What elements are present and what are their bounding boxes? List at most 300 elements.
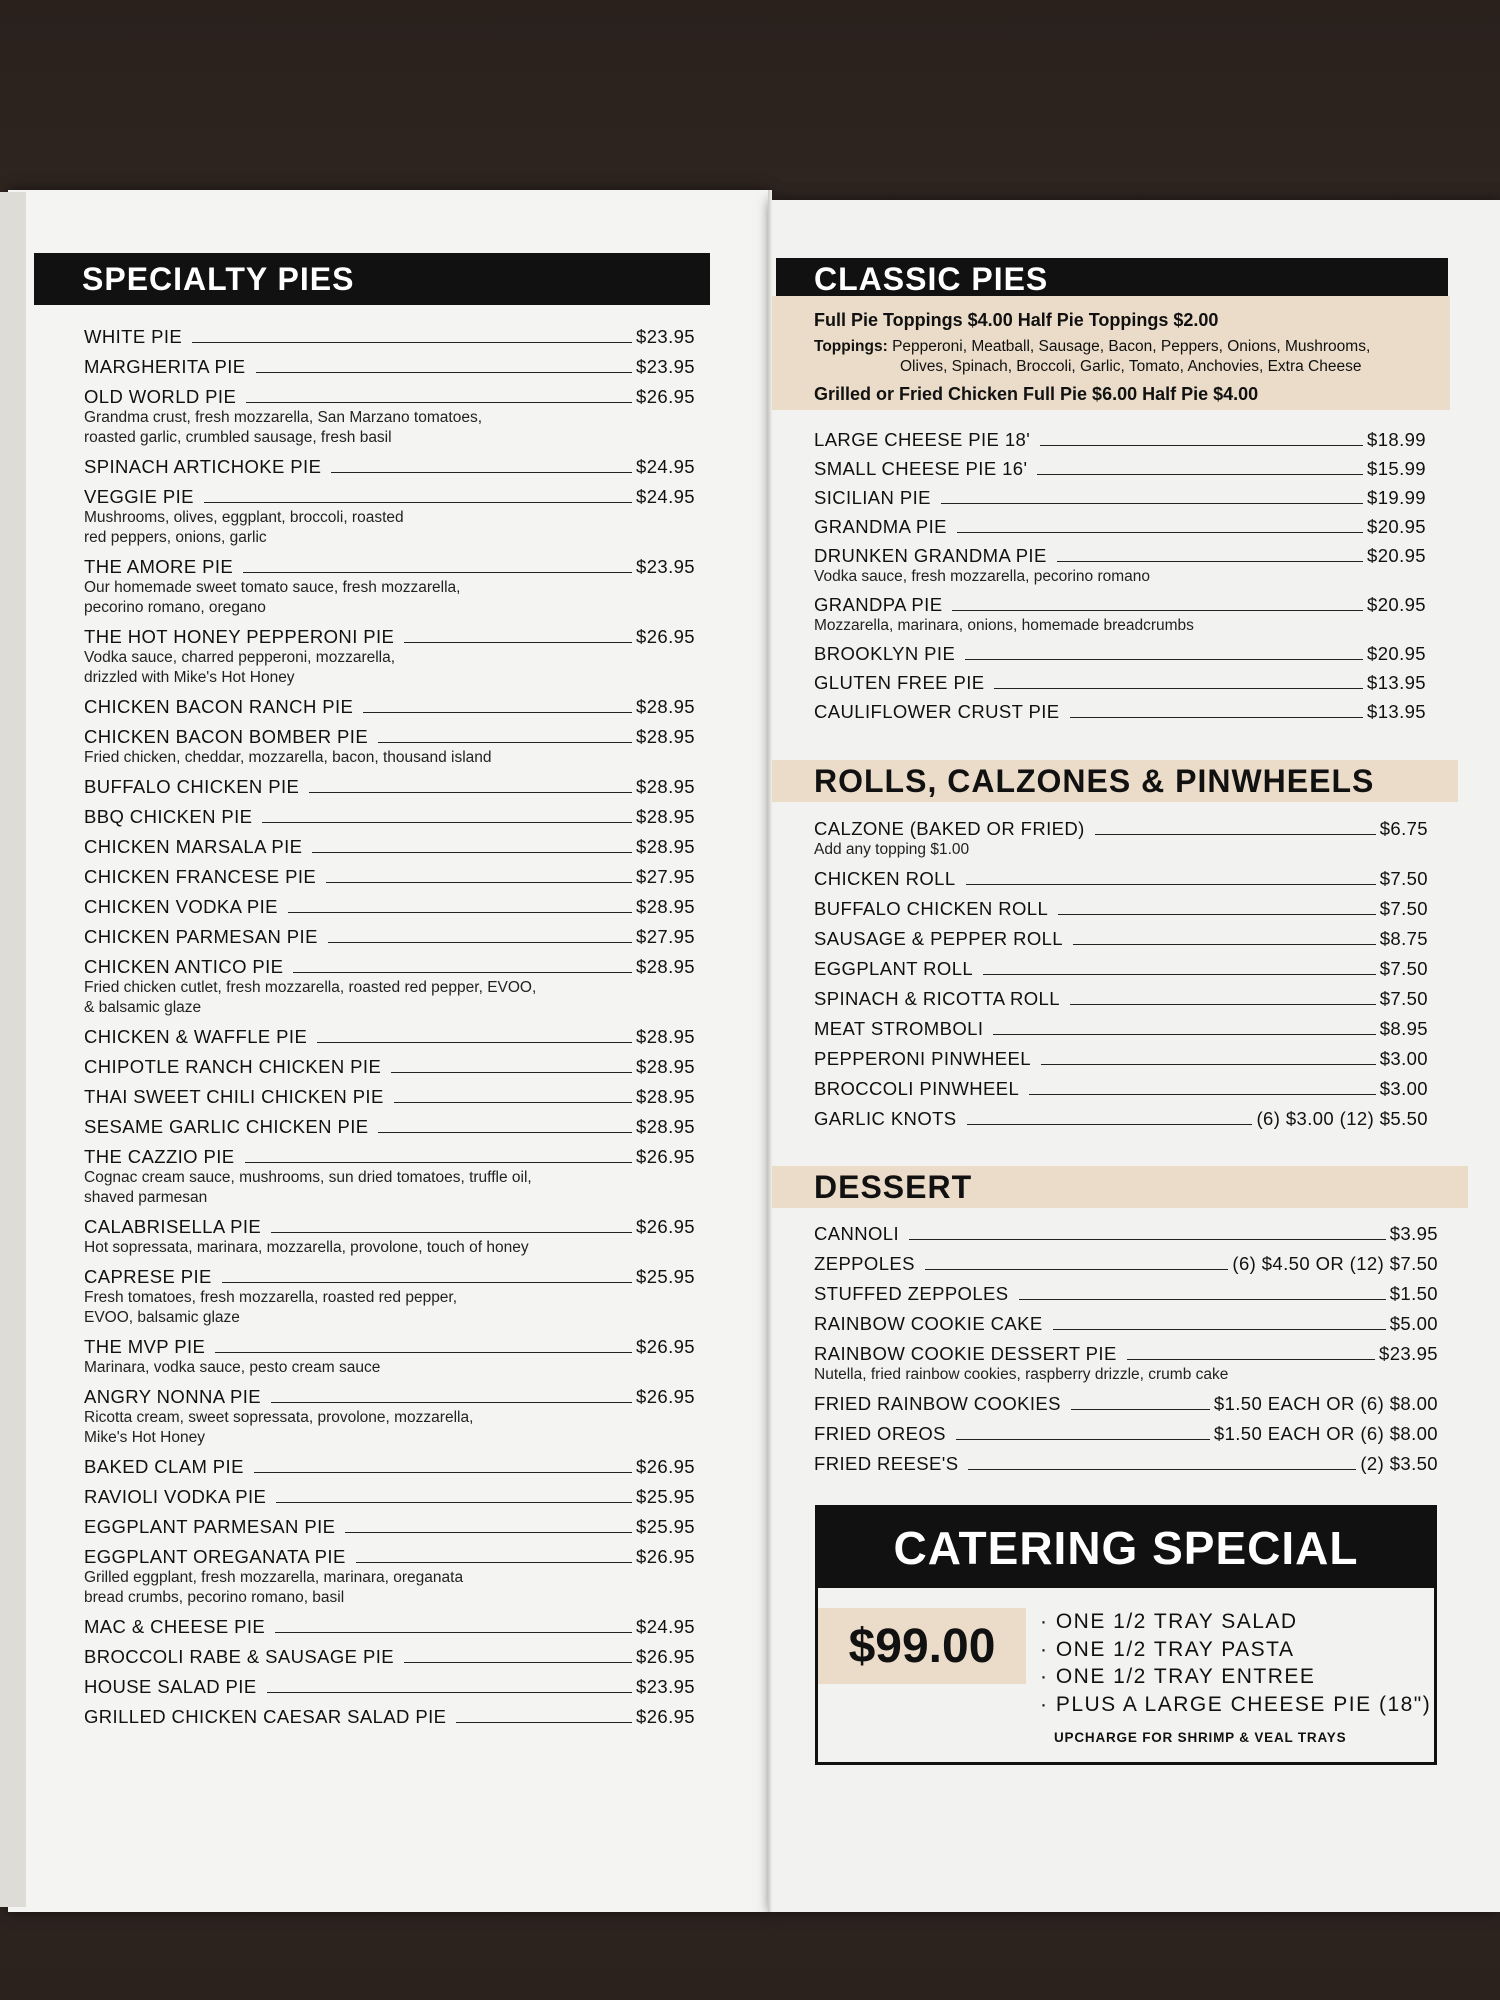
menu-fold	[768, 190, 772, 1912]
dotted-leader	[965, 659, 1363, 660]
menu-item-row	[84, 326, 695, 348]
menu-item	[814, 898, 1428, 920]
menu-item-row	[84, 1216, 695, 1238]
menu-item-price: $20.95	[1367, 594, 1426, 615]
menu-item	[84, 1676, 695, 1698]
dotted-leader	[246, 402, 632, 403]
dotted-leader	[345, 1532, 632, 1533]
menu-item-row	[84, 1336, 695, 1358]
menu-item-description: Vodka sauce, charred pepperoni, mozzarella, drizzled with Mike's Hot Honey	[84, 649, 396, 686]
menu-item	[814, 1108, 1428, 1130]
menu-item-row	[84, 1116, 695, 1138]
menu-item-row	[814, 928, 1428, 950]
menu-item-name: BBQ CHICKEN PIE	[84, 806, 253, 827]
catering-note: UPCHARGE FOR SHRIMP & VEAL TRAYS	[1054, 1730, 1347, 1745]
catering-title: CATERING SPECIAL	[818, 1508, 1434, 1588]
menu-item-row	[84, 1646, 695, 1668]
menu-item	[814, 1423, 1438, 1445]
menu-item	[84, 956, 695, 1018]
menu-item-row	[84, 456, 695, 478]
classic-pies-header	[776, 258, 1448, 300]
menu-item	[84, 1216, 695, 1258]
menu-item	[84, 386, 695, 448]
menu-item-description: Grilled eggplant, fresh mozzarella, marinara, oreganata bread crumbs, pecorino romano, basil	[84, 1569, 464, 1606]
menu-item-name: CALABRISELLA PIE	[84, 1216, 262, 1237]
dotted-leader	[256, 372, 633, 373]
menu-item-row	[84, 1486, 695, 1508]
menu-item-name: MARGHERITA PIE	[84, 356, 246, 377]
menu-item-name: CAULIFLOWER CRUST PIE	[814, 701, 1060, 722]
menu-item-price: $1.50	[1389, 1283, 1438, 1304]
menu-item-name: STUFFED ZEPPOLES	[814, 1283, 1009, 1304]
menu-item-price: $26.95	[636, 1336, 695, 1357]
catering-item: · ONE 1/2 TRAY PASTA	[1040, 1637, 1295, 1661]
menu-item-row	[84, 1616, 695, 1638]
menu-item	[84, 1516, 695, 1538]
dotted-leader	[1053, 1329, 1386, 1330]
menu-item-name: SICILIAN PIE	[814, 487, 931, 508]
menu-item-price: $20.95	[1367, 545, 1426, 566]
menu-item-name: CHICKEN BACON BOMBER PIE	[84, 726, 369, 747]
dotted-leader	[222, 1282, 632, 1283]
menu-item	[84, 356, 695, 378]
menu-item-description: Mozzarella, marinara, onions, homemade breadcrumbs	[814, 617, 1194, 634]
menu-item	[814, 1283, 1438, 1305]
menu-item	[814, 1453, 1438, 1475]
menu-item-price: $28.95	[636, 726, 695, 747]
menu-item-row	[84, 626, 695, 648]
menu-item-name: THAI SWEET CHILI CHICKEN PIE	[84, 1086, 384, 1107]
dessert-list	[814, 1223, 1438, 1483]
dotted-leader	[293, 972, 632, 973]
dotted-leader	[1058, 914, 1376, 915]
dotted-leader	[1040, 445, 1363, 446]
dessert-title: DESSERT	[814, 1168, 973, 1205]
menu-item-price: $7.50	[1379, 988, 1428, 1009]
menu-item-row	[84, 776, 695, 798]
menu-item-name: CHICKEN MARSALA PIE	[84, 836, 303, 857]
menu-item-name: CHICKEN & WAFFLE PIE	[84, 1026, 308, 1047]
menu-item-row	[84, 1026, 695, 1048]
menu-item	[84, 1706, 695, 1728]
menu-item-row	[84, 486, 695, 508]
dotted-leader	[378, 742, 632, 743]
menu-item-row	[814, 429, 1426, 451]
menu-item-price: $26.95	[636, 626, 695, 647]
menu-item-row	[814, 868, 1428, 890]
menu-item-name: THE AMORE PIE	[84, 556, 234, 577]
dotted-leader	[941, 503, 1363, 504]
dotted-leader	[404, 642, 632, 643]
dotted-leader	[328, 942, 632, 943]
menu-item-name: THE CAZZIO PIE	[84, 1146, 235, 1167]
menu-item	[84, 926, 695, 948]
menu-item	[84, 1646, 695, 1668]
menu-item	[814, 1018, 1428, 1040]
catering-item: · PLUS A LARGE CHEESE PIE (18")	[1040, 1692, 1432, 1716]
dotted-leader	[925, 1269, 1229, 1270]
menu-item-name: FRIED OREOS	[814, 1423, 946, 1444]
menu-item-price: $18.99	[1367, 429, 1426, 450]
menu-item	[84, 1616, 695, 1638]
menu-item	[814, 868, 1428, 890]
menu-item	[814, 1078, 1428, 1100]
menu-item-row	[84, 726, 695, 748]
menu-item	[814, 429, 1426, 451]
menu-item-name: CHICKEN PARMESAN PIE	[84, 926, 318, 947]
menu-item-row	[814, 1078, 1428, 1100]
menu-item-name: SAUSAGE & PEPPER ROLL	[814, 928, 1063, 949]
menu-item-price: $25.95	[636, 1516, 695, 1537]
menu-item-description: Fried chicken cutlet, fresh mozzarella, roasted red pepper, EVOO, & balsamic glaze	[84, 979, 537, 1016]
menu-item-description: Nutella, fried rainbow cookies, raspberry drizzle, crumb cake	[814, 1366, 1229, 1383]
menu-item-description: Fresh tomatoes, fresh mozzarella, roasted red pepper, EVOO, balsamic glaze	[84, 1289, 458, 1326]
dotted-leader	[456, 1722, 632, 1723]
dotted-leader	[909, 1239, 1386, 1240]
dotted-leader	[1127, 1359, 1375, 1360]
specialty-pies-title: SPECIALTY PIES	[82, 260, 355, 297]
menu-item-price: $26.95	[636, 1456, 695, 1477]
menu-item-price: $13.95	[1367, 672, 1426, 693]
menu-item	[814, 1393, 1438, 1415]
menu-item	[84, 1336, 695, 1378]
menu-item-price: $25.95	[636, 1266, 695, 1287]
menu-item-row	[814, 1453, 1438, 1475]
dotted-leader	[967, 1124, 1253, 1125]
menu-item-name: THE MVP PIE	[84, 1336, 206, 1357]
menu-item-name: GRILLED CHICKEN CAESAR SALAD PIE	[84, 1706, 447, 1727]
menu-item-name: BROCCOLI PINWHEEL	[814, 1078, 1020, 1099]
menu-item-name: EGGPLANT OREGANATA PIE	[84, 1546, 346, 1567]
menu-item-price: (6) $3.00 (12) $5.50	[1256, 1108, 1428, 1129]
menu-item-name: BAKED CLAM PIE	[84, 1456, 244, 1477]
menu-item-row	[814, 516, 1426, 538]
dotted-leader	[192, 342, 632, 343]
dotted-leader	[968, 1469, 1356, 1470]
menu-item-row	[84, 386, 695, 408]
menu-item-description: Cognac cream sauce, mushrooms, sun dried tomatoes, truffle oil, shaved parmesan	[84, 1169, 532, 1206]
specialty-pies-list	[84, 326, 695, 1736]
menu-item-price: $1.50 EACH OR (6) $8.00	[1213, 1423, 1438, 1444]
menu-item-name: ZEPPOLES	[814, 1253, 915, 1274]
menu-item-description: Vodka sauce, fresh mozzarella, pecorino romano	[814, 568, 1151, 585]
menu-item-row	[814, 818, 1428, 840]
menu-item-price: $27.95	[636, 926, 695, 947]
menu-item-name: RAINBOW COOKIE DESSERT PIE	[814, 1343, 1117, 1364]
menu-item	[84, 1546, 695, 1608]
dotted-leader	[317, 1042, 632, 1043]
rolls-header	[772, 760, 1458, 802]
toppings-info-box	[772, 296, 1450, 410]
menu-item	[814, 818, 1428, 860]
dotted-leader	[1057, 561, 1363, 562]
menu-item	[84, 626, 695, 688]
menu-item-price: $27.95	[636, 866, 695, 887]
menu-item-name: EGGPLANT ROLL	[814, 958, 974, 979]
menu-item	[814, 643, 1426, 665]
menu-item-row	[84, 1456, 695, 1478]
menu-item-row	[814, 1223, 1438, 1245]
menu-item-description: Hot sopressata, marinara, mozzarella, provolone, touch of honey	[84, 1239, 529, 1256]
dotted-leader	[245, 1162, 632, 1163]
dotted-leader	[271, 1232, 632, 1233]
menu-item-name: RAVIOLI VODKA PIE	[84, 1486, 267, 1507]
menu-item-description: Ricotta cream, sweet sopressata, provolone, mozzarella, Mike's Hot Honey	[84, 1409, 474, 1446]
menu-item-row	[814, 1108, 1428, 1130]
menu-item-name: CHICKEN BACON RANCH PIE	[84, 696, 354, 717]
menu-item-price: $26.95	[636, 386, 695, 407]
menu-item-price: $25.95	[636, 1486, 695, 1507]
dotted-leader	[312, 852, 632, 853]
menu-item	[814, 672, 1426, 694]
menu-item	[84, 1086, 695, 1108]
dessert-header	[772, 1166, 1468, 1208]
menu-item-row	[84, 806, 695, 828]
menu-item-name: CANNOLI	[814, 1223, 900, 1244]
menu-item	[814, 928, 1428, 950]
menu-item-name: LARGE CHEESE PIE 18'	[814, 429, 1031, 450]
toppings-label: Toppings:	[814, 338, 888, 355]
dotted-leader	[215, 1352, 632, 1353]
menu-item-row	[84, 696, 695, 718]
menu-item-row	[84, 356, 695, 378]
catering-price: $99.00	[818, 1608, 1026, 1684]
dotted-leader	[356, 1562, 632, 1563]
chicken-topping-line: Grilled or Fried Chicken Full Pie $6.00 Half Pie $4.00	[814, 384, 1259, 404]
menu-item-row	[814, 487, 1426, 509]
dotted-leader	[1071, 1409, 1210, 1410]
dotted-leader	[993, 1034, 1375, 1035]
toppings-list-2: Olives, Spinach, Broccoli, Garlic, Tomato, Anchovies, Extra Cheese	[900, 358, 1362, 375]
menu-item	[84, 1026, 695, 1048]
menu-item-name: CHICKEN FRANCESE PIE	[84, 866, 317, 887]
menu-item	[84, 836, 695, 858]
menu-item-price: $26.95	[636, 1146, 695, 1167]
menu-item-price: (6) $4.50 OR (12) $7.50	[1232, 1253, 1438, 1274]
menu-item-price: $15.99	[1367, 458, 1426, 479]
menu-item-name: CHIPOTLE RANCH CHICKEN PIE	[84, 1056, 382, 1077]
menu-item	[814, 487, 1426, 509]
menu-item-description: Our homemade sweet tomato sauce, fresh mozzarella, pecorino romano, oregano	[84, 579, 461, 616]
dotted-leader	[1037, 474, 1363, 475]
dotted-leader	[254, 1472, 632, 1473]
menu-item-price: $24.95	[636, 456, 695, 477]
menu-item	[84, 896, 695, 918]
dotted-leader	[309, 792, 632, 793]
menu-item	[814, 701, 1426, 723]
menu-item-price: $23.95	[636, 556, 695, 577]
menu-item	[84, 486, 695, 548]
menu-item-row	[814, 1423, 1438, 1445]
menu-item-name: BUFFALO CHICKEN PIE	[84, 776, 300, 797]
menu-item-price: $28.95	[636, 1026, 695, 1047]
menu-item-row	[84, 556, 695, 578]
dotted-leader	[394, 1102, 632, 1103]
menu-item	[84, 556, 695, 618]
menu-item	[814, 1048, 1428, 1070]
menu-item-price: $28.95	[636, 1086, 695, 1107]
menu-item-name: OLD WORLD PIE	[84, 386, 237, 407]
menu-item-name: WHITE PIE	[84, 326, 183, 347]
menu-item-name: ANGRY NONNA PIE	[84, 1386, 262, 1407]
dotted-leader	[391, 1072, 632, 1073]
menu-item	[84, 696, 695, 718]
menu-item-name: EGGPLANT PARMESAN PIE	[84, 1516, 336, 1537]
menu-item-name: SPINACH ARTICHOKE PIE	[84, 456, 322, 477]
dotted-leader	[378, 1132, 632, 1133]
menu-item-price: $28.95	[636, 696, 695, 717]
menu-item-name: CALZONE (BAKED OR FRIED)	[814, 818, 1085, 839]
menu-item-name: BROCCOLI RABE & SAUSAGE PIE	[84, 1646, 394, 1667]
menu-item-row	[814, 1253, 1438, 1275]
menu-item-name: SESAME GARLIC CHICKEN PIE	[84, 1116, 369, 1137]
menu-item-row	[84, 896, 695, 918]
menu-item-price: $7.50	[1379, 958, 1428, 979]
dotted-leader	[276, 1502, 632, 1503]
menu-item-row	[84, 1056, 695, 1078]
rolls-title: ROLLS, CALZONES & PINWHEELS	[814, 762, 1375, 799]
dotted-leader	[1070, 1004, 1376, 1005]
menu-item-price: $3.00	[1379, 1078, 1428, 1099]
dotted-leader	[966, 884, 1376, 885]
menu-item-name: CHICKEN ANTICO PIE	[84, 956, 284, 977]
dotted-leader	[1041, 1064, 1376, 1065]
menu-item-name: CHICKEN ROLL	[814, 868, 956, 889]
menu-item-price: $28.95	[636, 1116, 695, 1137]
menu-item-row	[814, 988, 1428, 1010]
toppings-list-line-1	[814, 338, 1370, 356]
menu-item-row	[84, 956, 695, 978]
dotted-leader	[404, 1662, 632, 1663]
dotted-leader	[1073, 944, 1376, 945]
menu-item-price: $3.00	[1379, 1048, 1428, 1069]
dotted-leader	[243, 572, 632, 573]
menu-item	[814, 958, 1428, 980]
menu-item-row	[814, 1018, 1428, 1040]
menu-item-row	[814, 672, 1426, 694]
menu-item-row	[814, 1393, 1438, 1415]
menu-item-row	[814, 958, 1428, 980]
menu-item-price: $1.50 EACH OR (6) $8.00	[1213, 1393, 1438, 1414]
menu-item-name: THE HOT HONEY PEPPERONI PIE	[84, 626, 395, 647]
dotted-leader	[326, 882, 632, 883]
dotted-leader	[994, 688, 1363, 689]
dotted-leader	[267, 1692, 632, 1693]
menu-item-name: CHICKEN VODKA PIE	[84, 896, 278, 917]
menu-item-price: $3.95	[1389, 1223, 1438, 1244]
menu-item-name: PEPPERONI PINWHEEL	[814, 1048, 1031, 1069]
menu-item-row	[84, 1086, 695, 1108]
menu-item	[814, 988, 1428, 1010]
menu-item-name: GRANDPA PIE	[814, 594, 943, 615]
menu-item-price: $28.95	[636, 836, 695, 857]
menu-item-description: Add any topping $1.00	[814, 841, 970, 858]
menu-item-price: $8.95	[1379, 1018, 1428, 1039]
menu-item-row	[814, 898, 1428, 920]
menu-item-name: FRIED REESE'S	[814, 1453, 959, 1474]
dotted-leader	[275, 1632, 632, 1633]
dotted-leader	[1029, 1094, 1376, 1095]
catering-item: · ONE 1/2 TRAY SALAD	[1040, 1610, 1298, 1633]
menu-item	[84, 1116, 695, 1138]
menu-item	[814, 1253, 1438, 1275]
menu-item-name: FRIED RAINBOW COOKIES	[814, 1393, 1061, 1414]
menu-item-price: $23.95	[636, 1676, 695, 1697]
menu-item-price: $23.95	[636, 356, 695, 377]
menu-item-price: $7.50	[1379, 898, 1428, 919]
menu-item-price: $5.00	[1389, 1313, 1438, 1334]
menu-item	[84, 1486, 695, 1508]
menu-item-price: (2) $3.50	[1360, 1453, 1438, 1474]
dotted-leader	[204, 502, 632, 503]
menu-item-row	[84, 1266, 695, 1288]
menu-item-row	[814, 1313, 1438, 1335]
menu-item-row	[814, 1343, 1438, 1365]
menu-item-price: $26.95	[636, 1546, 695, 1567]
rolls-list	[814, 818, 1428, 1138]
menu-item-price: $28.95	[636, 1056, 695, 1077]
menu-item-row	[814, 701, 1426, 723]
menu-item	[84, 456, 695, 478]
menu-item	[84, 1056, 695, 1078]
menu-item-row	[84, 836, 695, 858]
menu-item-row	[84, 866, 695, 888]
menu-item-name: MAC & CHEESE PIE	[84, 1616, 266, 1637]
dotted-leader	[957, 532, 1363, 533]
toppings-price-line: Full Pie Toppings $4.00 Half Pie Toppings $2.00	[814, 310, 1219, 330]
menu-item-price: $26.95	[636, 1646, 695, 1667]
classic-pies-list	[814, 429, 1426, 730]
menu-item	[814, 1313, 1438, 1335]
menu-item	[814, 1343, 1438, 1385]
menu-item-row	[814, 594, 1426, 616]
menu-item-price: $24.95	[636, 1616, 695, 1637]
menu-item-description: Marinara, vodka sauce, pesto cream sauce	[84, 1359, 381, 1376]
menu-item-name: MEAT STROMBOLI	[814, 1018, 984, 1039]
dotted-leader	[271, 1402, 632, 1403]
menu-item	[84, 776, 695, 798]
menu-item	[84, 806, 695, 828]
menu-item-row	[84, 926, 695, 948]
menu-item	[814, 516, 1426, 538]
menu-item-price: $28.95	[636, 956, 695, 977]
menu-item-name: RAINBOW COOKIE CAKE	[814, 1313, 1043, 1334]
menu-item-name: CAPRESE PIE	[84, 1266, 212, 1287]
menu-item-name: GRANDMA PIE	[814, 516, 947, 537]
menu-item-price: $26.95	[636, 1216, 695, 1237]
dotted-leader	[1070, 717, 1364, 718]
menu-item-name: GARLIC KNOTS	[814, 1108, 957, 1129]
menu-item-price: $13.95	[1367, 701, 1426, 722]
menu-item-description: Fried chicken, cheddar, mozzarella, bacon, thousand island	[84, 749, 492, 766]
menu-item-row	[84, 1516, 695, 1538]
menu-item	[84, 726, 695, 768]
dotted-leader	[1095, 834, 1376, 835]
menu-item	[84, 1146, 695, 1208]
menu-item-row	[814, 458, 1426, 480]
menu-item-row	[84, 1676, 695, 1698]
menu-item-price: $28.95	[636, 776, 695, 797]
catering-items	[1040, 1608, 1431, 1718]
menu-item-name: SMALL CHEESE PIE 16'	[814, 458, 1028, 479]
menu-item-price: $28.95	[636, 806, 695, 827]
dotted-leader	[956, 1439, 1210, 1440]
dotted-leader	[1019, 1299, 1386, 1300]
menu-item-name: DRUNKEN GRANDMA PIE	[814, 545, 1047, 566]
menu-item	[84, 1386, 695, 1448]
page-edge	[0, 192, 26, 1907]
menu-item-name: HOUSE SALAD PIE	[84, 1676, 257, 1697]
